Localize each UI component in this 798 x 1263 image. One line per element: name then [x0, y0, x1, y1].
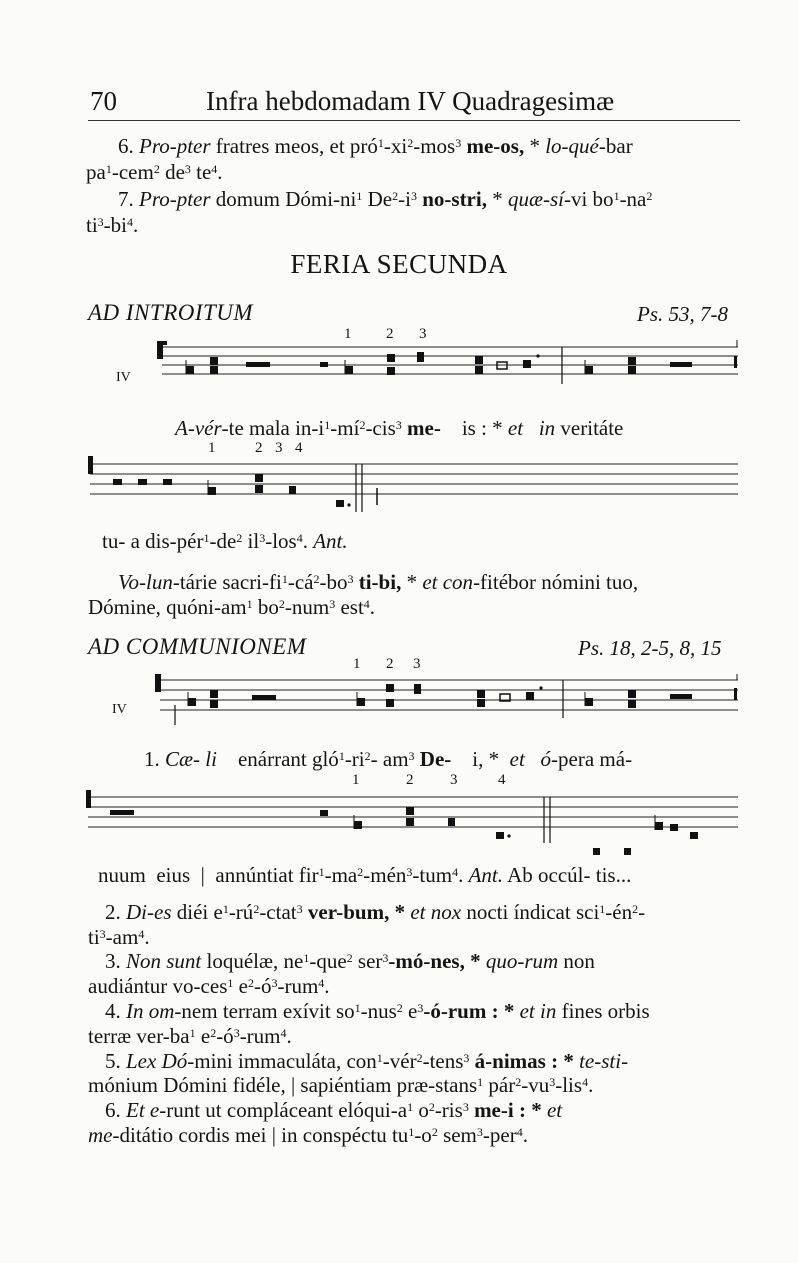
communion-accent-digit: 1	[353, 656, 361, 672]
introit-lyric-line2: tu- a dis-$pér^1-de^2$ $il^3-los^4$. Ant.	[102, 529, 348, 553]
communion-accent-digit: 4	[498, 772, 506, 788]
psalm-verse-7-line1: 7. Pro-pter domum Dómi-$ni^1$ $De^2-i^3$ no-stri, * quæ-sí-vi $bo^1-na^2$	[118, 187, 653, 211]
verse-2-line2: $ti^3-am^4$.	[88, 925, 150, 949]
verse-4-line2: terræ ver-$ba^1$ $e^2-ó^3-rum^4$.	[88, 1024, 292, 1048]
verse-6-line2: me-ditátio cordis mei | in conspéctu $tu^1-o^2$ sem$^3$-per$^4$.	[88, 1123, 528, 1147]
communion-mode: IV	[112, 702, 127, 717]
running-head: Infra hebdomadam IV Quadragesimæ	[206, 86, 615, 116]
section-heading: FERIA SECUNDA	[290, 249, 508, 279]
introit-accent-digit: 3	[419, 326, 427, 342]
psalm-verse-7-line2: $ti^3-bi^4$.	[86, 213, 139, 237]
page-number: 70	[90, 86, 117, 116]
verse-3-line2: audiántur vo-ces$^1$ $e^2-ó^3-rum^4$.	[88, 974, 330, 998]
verse-3-line1: 3. Non sunt loquélæ, $ne^1-que^2$ ser$^3$-mó-nes, * quo-rum non	[105, 949, 595, 973]
verse-4-line1: 4. In om-nem terram exívit $so^1-nus^2$ $e^3-ó$-rum : * et in fines orbis	[105, 999, 650, 1023]
verse-6-line1: 6. Et e-runt ut compláceant elóqui-$a^1$ $o^2-ris^3$ me-i : * et	[105, 1098, 563, 1122]
communion-accent-digit: 2	[386, 656, 394, 672]
communion-lyric-line2: nuum eius | annúntiat $fir^1-ma^2-mén^3-tum^4$. Ant. Ab occúl- tis...	[98, 863, 632, 887]
communion-lyric-line1: 1. Cæ- li enárrant $gló^1-ri^2-$ $am^3$ De- i, * et ó-pera má-	[144, 747, 633, 771]
introit-lyric-line1: A-vér-te mala $in-i^1-mí^2-cis^3$ me- is : * et in veritáte	[175, 416, 624, 440]
introit-psalm-ref: Ps. 53, 7-8	[637, 302, 728, 326]
communion-accent-digit: 3	[450, 772, 458, 788]
introit-mode: IV	[116, 370, 131, 385]
introit-accent-digit: 1	[208, 440, 216, 456]
communion-accent-digit: 1	[352, 772, 360, 788]
communion-accent-digit: 2	[406, 772, 414, 788]
introit-accent-digit: 2	[386, 326, 394, 342]
introit-accent-digit: 3	[275, 440, 283, 456]
introit-verse-line2: Dómine, quóni-$am^1$ $bo^2-num^3$ est$^4$.	[88, 595, 376, 619]
verse-5-line1: 5. Lex Dó-mini immaculáta, con$^1$-vér$^2$-tens$^3$ á-nimas : * te-sti-	[105, 1049, 629, 1073]
introit-accent-digit: 1	[344, 326, 352, 342]
verse-5-line2: mónium Dómini fidéle, | sapiéntiam præ-stans$^1$ $pár^2-vu^3-lis^4$.	[88, 1073, 594, 1097]
communion-title: AD COMMUNIONEM	[88, 634, 307, 659]
introit-accent-digit: 4	[295, 440, 303, 456]
psalm-verse-6-line1: 6. Pro-pter fratres meos, et $pró^1-xi^2-mos^3$ me-os, * lo-qué-bar	[118, 134, 633, 158]
introit-accent-digit: 2	[255, 440, 263, 456]
introit-verse-line1: Vo-lun-tárie sacri-$fi^1-cá^2-bo^3$ ti-bi, * et con-fitébor nómini tuo,	[118, 570, 639, 594]
introit-title: AD INTROITUM	[88, 300, 254, 325]
communion-psalm-ref: Ps. 18, 2-5, 8, 15	[578, 636, 722, 660]
verse-2-line1: 2. Di-es diéi $e^1-rú^2-ctat^3$ ver-bum, * et nox nocti índicat $sci^1-én^2-$	[105, 900, 646, 924]
communion-accent-digit: 3	[413, 656, 421, 672]
psalm-verse-6-line2: $pa^1-cem^2$ $de^3$ $te^4$.	[86, 160, 223, 184]
